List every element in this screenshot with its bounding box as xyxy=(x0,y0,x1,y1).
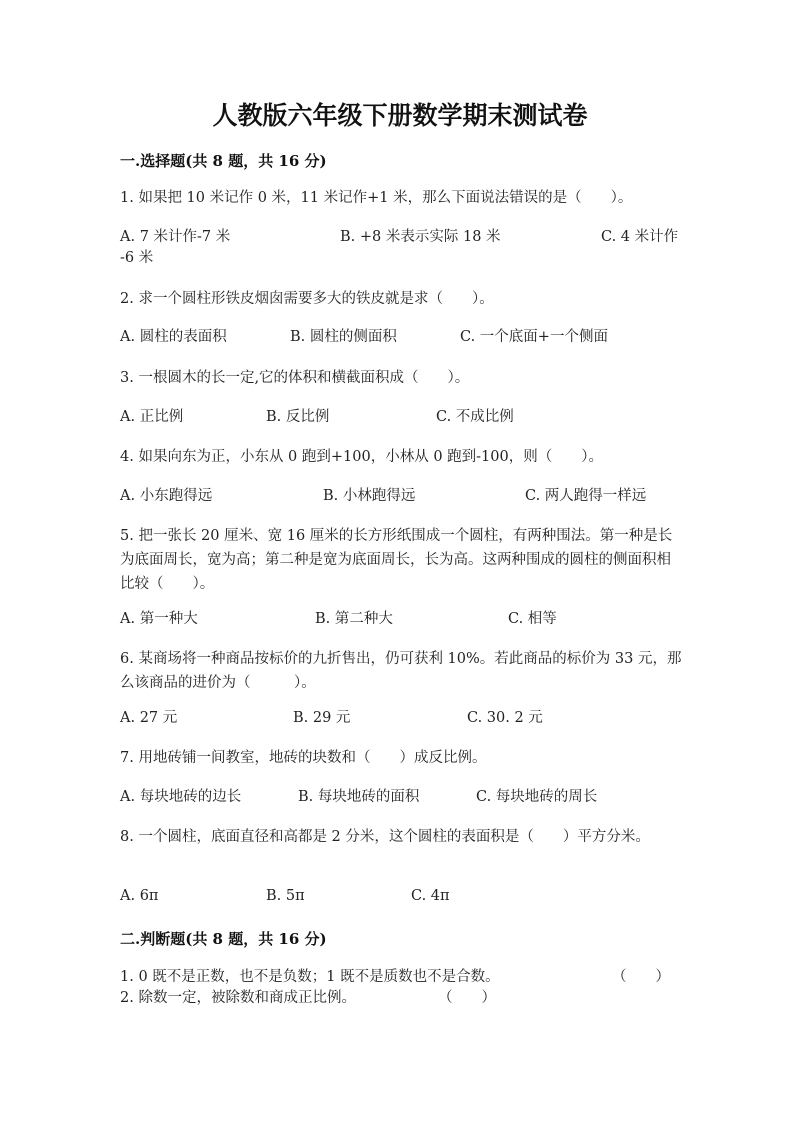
option-7a: A. 每块地砖的边长 xyxy=(120,789,242,805)
option-7c: C. 每块地砖的周长 xyxy=(476,789,598,805)
option-8a: A. 6π xyxy=(120,888,159,904)
section-heading-choice: 一.选择题(共 8 题，共 16 分) xyxy=(120,152,327,170)
question-2: 2. 求一个圆柱形铁皮烟囱需要多大的铁皮就是求（ ）。 xyxy=(120,291,494,307)
page-title: 人教版六年级下册数学期末测试卷 xyxy=(212,101,588,130)
option-4a: A. 小东跑得远 xyxy=(120,488,213,504)
judgment-1: 1. 0 既不是正数，也不是负数；1 既不是质数也不是合数。 xyxy=(120,969,500,985)
judgment-1-answer-paren: （ ） xyxy=(612,969,670,985)
question-6: 6. 某商场将一种商品按标价的九折售出，仍可获利 10%。若此商品的标价为 33 元，那么该商品的进价为（ ）。 xyxy=(120,651,682,691)
option-3b: B. 反比例 xyxy=(266,409,330,425)
question-7: 7. 用地砖铺一间教室，地砖的块数和（ ）成反比例。 xyxy=(120,750,487,766)
option-1c: C. 4 米计作 xyxy=(601,229,679,245)
question-1: 1. 如果把 10 米记作 0 米，11 米记作+1 米，那么下面说法错误的是（ ）。 xyxy=(120,190,633,206)
option-3c: C. 不成比例 xyxy=(436,409,514,425)
option-8c: C. 4π xyxy=(411,888,450,904)
question-3: 3. 一根圆木的长一定,它的体积和横截面积成（ ）。 xyxy=(120,370,470,386)
option-1a: A. 7 米计作-7 米 xyxy=(120,229,231,245)
option-6a: A. 27 元 xyxy=(120,710,178,726)
option-2b: B. 圆柱的侧面积 xyxy=(290,329,397,345)
option-3a: A. 正比例 xyxy=(120,409,184,425)
option-2a: A. 圆柱的表面积 xyxy=(120,329,227,345)
option-1c-continued: -6 米 xyxy=(120,250,154,266)
judgment-2-answer-paren: （ ） xyxy=(438,990,496,1006)
option-1b: B. +8 米表示实际 18 米 xyxy=(340,229,501,245)
question-8: 8. 一个圆柱，底面直径和高都是 2 分米，这个圆柱的表面积是（ ）平方分米。 xyxy=(120,829,650,845)
option-4b: B. 小林跑得远 xyxy=(323,488,416,504)
option-6c: C. 30. 2 元 xyxy=(467,710,543,726)
option-5b: B. 第二种大 xyxy=(315,611,393,627)
option-6b: B. 29 元 xyxy=(293,710,351,726)
question-4: 4. 如果向东为正，小东从 0 跑到+100，小林从 0 跑到-100，则（ ）。 xyxy=(120,449,603,465)
option-2c: C. 一个底面+一个侧面 xyxy=(460,329,608,345)
option-7b: B. 每块地砖的面积 xyxy=(298,789,420,805)
question-5: 5. 把一张长 20 厘米、宽 16 厘米的长方形纸围成一个圆柱，有两种围法。第一种是长为底面周长，宽为高；第二种是宽为底面周长，长为高。这两种围成的圆柱的侧面积相比较（ ）。 xyxy=(120,528,673,592)
option-4c: C. 两人跑得一样远 xyxy=(525,488,647,504)
judgment-2: 2. 除数一定，被除数和商成正比例。 xyxy=(120,990,356,1006)
option-5c: C. 相等 xyxy=(508,611,557,627)
option-5a: A. 第一种大 xyxy=(120,611,198,627)
option-8b: B. 5π xyxy=(266,888,305,904)
section-heading-judgment: 二.判断题(共 8 题，共 16 分) xyxy=(120,930,327,948)
